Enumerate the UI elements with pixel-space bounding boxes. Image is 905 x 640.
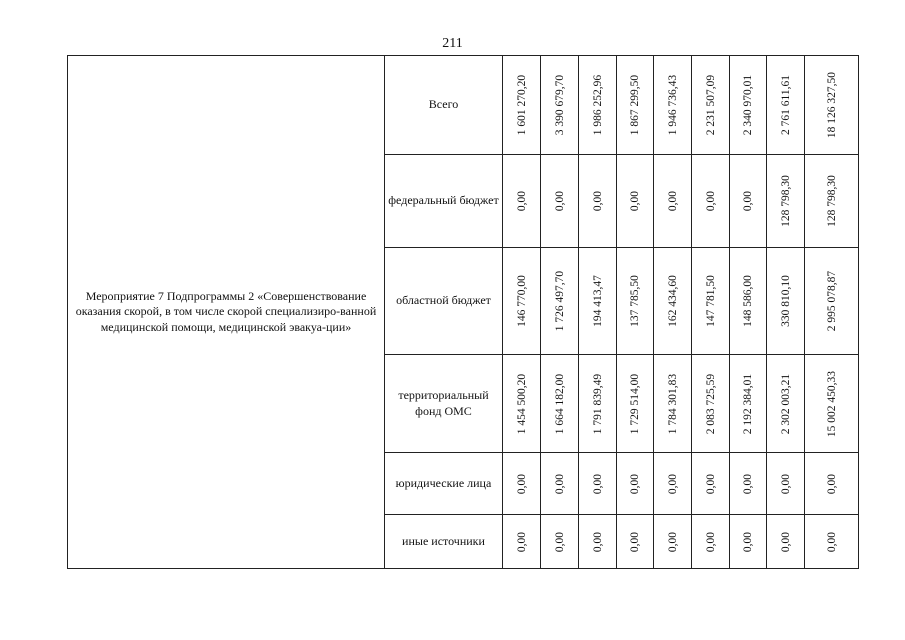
value-text: 0,00 — [515, 473, 528, 494]
value-text: 3 390 679,70 — [553, 74, 566, 136]
value-text: 146 770,00 — [515, 275, 528, 327]
value-cell — [692, 248, 730, 355]
value-cell — [617, 248, 654, 355]
value-text: 18 126 327,50 — [825, 71, 838, 139]
value-text: 0,00 — [666, 531, 679, 552]
value-text: 128 798,30 — [779, 175, 792, 227]
value-cell — [617, 453, 654, 515]
value-text: 147 781,50 — [704, 275, 717, 327]
value-text: 1 454 500,20 — [515, 373, 528, 434]
value-cell — [503, 155, 541, 248]
value-cell — [579, 355, 617, 453]
value-text: 0,00 — [515, 190, 528, 212]
value-cell — [541, 515, 579, 569]
value-cell — [654, 515, 692, 569]
value-text: 0,00 — [779, 473, 792, 494]
value-cell — [730, 248, 767, 355]
value-text: 137 785,50 — [629, 275, 641, 327]
value-cell — [805, 355, 859, 453]
value-cell — [654, 56, 692, 155]
funding-source: Всего — [385, 56, 503, 155]
value-cell — [503, 56, 541, 155]
value-cell — [805, 515, 859, 569]
value-text: 0,00 — [704, 473, 717, 494]
value-cell — [767, 453, 805, 515]
value-text: 0,00 — [591, 190, 604, 212]
value-cell — [617, 155, 654, 248]
value-cell — [805, 155, 859, 248]
value-cell — [730, 56, 767, 155]
value-cell — [503, 453, 541, 515]
value-text: 148 586,00 — [742, 275, 754, 327]
value-cell — [730, 453, 767, 515]
value-cell — [541, 248, 579, 355]
value-cell — [767, 515, 805, 569]
value-cell — [579, 515, 617, 569]
value-text: 2 302 003,21 — [779, 373, 792, 434]
value-cell — [503, 248, 541, 355]
value-text: 1 729 514,00 — [629, 373, 641, 434]
value-cell — [503, 355, 541, 453]
value-cell — [805, 453, 859, 515]
value-text: 0,00 — [742, 473, 754, 494]
page-number: 211 — [442, 36, 463, 51]
value-cell — [805, 56, 859, 155]
value-cell — [805, 248, 859, 355]
value-text: 0,00 — [742, 531, 754, 552]
value-text: 0,00 — [629, 190, 641, 212]
value-cell — [579, 155, 617, 248]
value-text: 1 601 270,20 — [515, 74, 528, 136]
value-text: 0,00 — [779, 531, 792, 552]
value-text: 1 946 736,43 — [666, 74, 679, 136]
value-cell — [730, 515, 767, 569]
value-text: 2 231 507,09 — [704, 74, 717, 136]
funding-source: юридические лица — [385, 453, 503, 515]
value-text: 0,00 — [825, 473, 838, 494]
funding-source: территориальный фонд ОМС — [385, 355, 503, 453]
value-text: 1 986 252,96 — [591, 74, 604, 136]
value-cell — [767, 56, 805, 155]
value-text: 15 002 450,33 — [825, 370, 838, 437]
value-text: 194 413,47 — [591, 275, 604, 327]
value-text: 2 083 725,59 — [704, 373, 717, 434]
value-cell — [579, 56, 617, 155]
value-text: 1 726 497,70 — [553, 270, 566, 332]
value-text: 1 867 299,50 — [629, 74, 641, 136]
value-cell — [692, 355, 730, 453]
value-text: 2 192 384,01 — [742, 373, 754, 434]
value-text: 0,00 — [704, 531, 717, 552]
value-text: 2 761 611,61 — [779, 75, 792, 135]
value-cell — [654, 355, 692, 453]
value-text: 0,00 — [825, 531, 838, 552]
value-text: 2 340 970,01 — [742, 74, 754, 136]
value-cell — [692, 453, 730, 515]
value-cell — [541, 155, 579, 248]
value-text: 0,00 — [553, 473, 566, 494]
value-cell — [692, 155, 730, 248]
funding-source: иные источники — [385, 515, 503, 569]
value-cell — [579, 453, 617, 515]
value-cell — [654, 155, 692, 248]
funding-source: федеральный бюджет — [385, 155, 503, 248]
value-text: 1 784 301,83 — [666, 373, 679, 434]
value-text: 330 810,10 — [779, 275, 792, 327]
value-cell — [767, 155, 805, 248]
value-cell — [541, 453, 579, 515]
value-cell — [579, 248, 617, 355]
value-text: 0,00 — [666, 190, 679, 212]
value-cell — [617, 515, 654, 569]
value-cell — [692, 515, 730, 569]
value-text: 1 664 182,00 — [553, 373, 566, 434]
value-text: 2 995 078,87 — [825, 270, 838, 332]
value-cell — [730, 355, 767, 453]
value-text: 162 434,60 — [666, 275, 679, 327]
value-cell — [617, 355, 654, 453]
value-text: 0,00 — [553, 531, 566, 552]
table-row — [68, 56, 859, 155]
value-text: 0,00 — [629, 531, 641, 552]
value-cell — [767, 355, 805, 453]
value-text: 0,00 — [704, 190, 717, 212]
value-cell — [541, 56, 579, 155]
value-text: 1 791 839,49 — [591, 373, 604, 434]
value-text: 0,00 — [553, 190, 566, 212]
value-cell — [541, 355, 579, 453]
value-cell — [654, 248, 692, 355]
value-text: 0,00 — [591, 473, 604, 494]
value-text: 0,00 — [742, 190, 754, 212]
value-text: 0,00 — [629, 473, 641, 494]
value-cell — [692, 56, 730, 155]
value-cell — [730, 155, 767, 248]
value-cell — [617, 56, 654, 155]
budget-table — [67, 55, 859, 569]
value-cell — [767, 248, 805, 355]
value-text: 0,00 — [515, 531, 528, 552]
value-text: 0,00 — [591, 531, 604, 552]
value-cell — [654, 453, 692, 515]
funding-source: областной бюджет — [385, 248, 503, 355]
activity-name: Мероприятие 7 Подпрограммы 2 «Совершенствование оказания скорой, в том числе скорой специализиро-ванной медицинской помощи, медицинской эвакуа-ции» — [68, 56, 385, 569]
value-text: 128 798,30 — [825, 175, 838, 227]
value-text: 0,00 — [666, 473, 679, 494]
value-cell — [503, 515, 541, 569]
